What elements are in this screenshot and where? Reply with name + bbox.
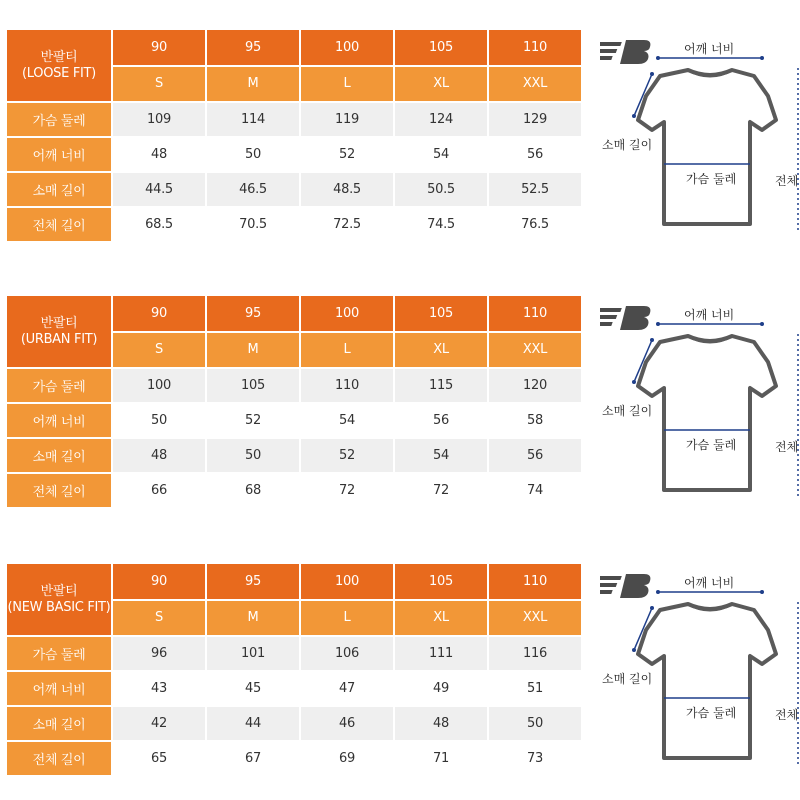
title-line2: (LOOSE FIT)	[22, 65, 96, 81]
chest-label: 가슴 둘레	[686, 438, 737, 452]
table-row	[7, 138, 581, 171]
table-cell: 68.5	[113, 208, 205, 241]
table-cell: 68	[207, 474, 299, 507]
table-row	[7, 474, 581, 507]
size-letter: S	[113, 601, 205, 636]
size-letter: XL	[395, 333, 487, 368]
table-cell: 100	[113, 369, 205, 402]
table-cell: 52	[301, 138, 393, 171]
table-cell: 52	[207, 404, 299, 437]
size-letter: XL	[395, 601, 487, 636]
table-cell: 52	[301, 439, 393, 472]
sleeve-length-label: 소매 길이	[602, 404, 653, 418]
size-letter: S	[113, 333, 205, 368]
chest-label: 가슴 둘레	[686, 706, 737, 720]
table-title	[7, 296, 111, 367]
table-row	[7, 742, 581, 775]
shoulder-width-label: 어깨 너비	[684, 308, 735, 322]
size-letter: XXL	[489, 333, 581, 368]
table-row	[7, 439, 581, 472]
size-number: 90	[113, 30, 205, 65]
table-cell: 51	[489, 672, 581, 705]
size-letter: S	[113, 67, 205, 102]
size-number: 100	[301, 564, 393, 599]
size-letter: L	[301, 333, 393, 368]
table-cell: 116	[489, 637, 581, 670]
table-cell: 48	[113, 439, 205, 472]
table-cell: 72	[301, 474, 393, 507]
table-cell: 48.5	[301, 173, 393, 206]
total-length-label: 전체	[775, 174, 799, 188]
table-cell: 46	[301, 707, 393, 740]
table-cell: 56	[489, 439, 581, 472]
table-cell: 72	[395, 474, 487, 507]
table-cell: 96	[113, 637, 205, 670]
table-cell: 42	[113, 707, 205, 740]
size-number: 95	[207, 564, 299, 599]
size-letter: M	[207, 333, 299, 368]
table-cell: 43	[113, 672, 205, 705]
title-line1: 반팔티	[40, 315, 78, 331]
row-label: 어깨 너비	[7, 404, 111, 437]
table-cell: 109	[113, 103, 205, 136]
table-cell: 50.5	[395, 173, 487, 206]
table-cell: 119	[301, 103, 393, 136]
chest-label: 가슴 둘레	[686, 172, 737, 186]
table-cell: 44.5	[113, 173, 205, 206]
table-cell: 47	[301, 672, 393, 705]
row-label: 가슴 둘레	[7, 637, 111, 670]
table-row	[7, 369, 581, 402]
size-number: 105	[395, 564, 487, 599]
title-line2: (NEW BASIC FIT)	[7, 599, 111, 615]
row-label: 소매 길이	[7, 173, 111, 206]
size-number: 95	[207, 296, 299, 331]
row-label: 전체 길이	[7, 742, 111, 775]
title-line1: 반팔티	[40, 49, 78, 65]
size-letter: XL	[395, 67, 487, 102]
table-cell: 105	[207, 369, 299, 402]
table-cell: 45	[207, 672, 299, 705]
table-cell: 76.5	[489, 208, 581, 241]
sleeve-length-label: 소매 길이	[602, 672, 653, 686]
table-row	[7, 637, 581, 670]
total-length-label: 전체	[775, 708, 799, 722]
table-cell: 74	[489, 474, 581, 507]
table-cell: 101	[207, 637, 299, 670]
total-length-label: 전체	[775, 440, 799, 454]
table-row	[7, 404, 581, 437]
table-row	[7, 103, 581, 136]
new-balance-logo-icon	[600, 570, 652, 602]
table-cell: 120	[489, 369, 581, 402]
size-section-loose	[0, 28, 800, 243]
table-cell: 73	[489, 742, 581, 775]
table-cell: 106	[301, 637, 393, 670]
table-cell: 49	[395, 672, 487, 705]
size-letter: XXL	[489, 601, 581, 636]
row-label: 전체 길이	[7, 474, 111, 507]
row-label: 어깨 너비	[7, 138, 111, 171]
size-section-new-basic	[0, 562, 800, 777]
row-label: 소매 길이	[7, 707, 111, 740]
size-number: 110	[489, 296, 581, 331]
table-cell: 50	[113, 404, 205, 437]
size-letter: XXL	[489, 67, 581, 102]
table-cell: 129	[489, 103, 581, 136]
size-table	[5, 28, 583, 243]
row-label: 소매 길이	[7, 439, 111, 472]
table-cell: 48	[395, 707, 487, 740]
size-table	[5, 294, 583, 509]
table-cell: 54	[395, 138, 487, 171]
table-cell: 65	[113, 742, 205, 775]
tshirt-diagram	[600, 570, 800, 770]
table-cell: 114	[207, 103, 299, 136]
size-letter: M	[207, 67, 299, 102]
size-letter: L	[301, 67, 393, 102]
new-balance-logo-icon	[600, 302, 652, 334]
table-cell: 58	[489, 404, 581, 437]
table-row	[7, 173, 581, 206]
table-title	[7, 564, 111, 635]
table-cell: 56	[489, 138, 581, 171]
table-cell: 46.5	[207, 173, 299, 206]
shoulder-width-label: 어깨 너비	[684, 576, 735, 590]
table-cell: 54	[301, 404, 393, 437]
table-cell: 48	[113, 138, 205, 171]
row-label: 가슴 둘레	[7, 103, 111, 136]
table-cell: 54	[395, 439, 487, 472]
size-number: 110	[489, 30, 581, 65]
size-number: 105	[395, 296, 487, 331]
table-title	[7, 30, 111, 101]
table-cell: 66	[113, 474, 205, 507]
tshirt-diagram	[600, 36, 800, 236]
size-number: 90	[113, 296, 205, 331]
table-cell: 111	[395, 637, 487, 670]
new-balance-logo-icon	[600, 36, 652, 68]
sleeve-length-label: 소매 길이	[602, 138, 653, 152]
table-cell: 72.5	[301, 208, 393, 241]
title-line2: (URBAN FIT)	[20, 331, 98, 347]
table-cell: 115	[395, 369, 487, 402]
size-number: 100	[301, 30, 393, 65]
size-table	[5, 562, 583, 777]
table-cell: 124	[395, 103, 487, 136]
table-row	[7, 707, 581, 740]
size-number: 110	[489, 564, 581, 599]
row-label: 전체 길이	[7, 208, 111, 241]
size-number: 100	[301, 296, 393, 331]
row-label: 어깨 너비	[7, 672, 111, 705]
table-cell: 110	[301, 369, 393, 402]
table-cell: 50	[207, 138, 299, 171]
size-number: 95	[207, 30, 299, 65]
table-cell: 71	[395, 742, 487, 775]
table-cell: 70.5	[207, 208, 299, 241]
size-letter: L	[301, 601, 393, 636]
size-number: 90	[113, 564, 205, 599]
size-letter: M	[207, 601, 299, 636]
table-cell: 69	[301, 742, 393, 775]
table-cell: 44	[207, 707, 299, 740]
size-number: 105	[395, 30, 487, 65]
table-cell: 52.5	[489, 173, 581, 206]
table-row	[7, 208, 581, 241]
shoulder-width-label: 어깨 너비	[684, 42, 735, 56]
tshirt-diagram	[600, 302, 800, 502]
size-section-urban	[0, 294, 800, 509]
title-line1: 반팔티	[40, 583, 78, 599]
table-cell: 50	[207, 439, 299, 472]
table-cell: 50	[489, 707, 581, 740]
table-cell: 67	[207, 742, 299, 775]
table-cell: 74.5	[395, 208, 487, 241]
table-cell: 56	[395, 404, 487, 437]
table-row	[7, 672, 581, 705]
row-label: 가슴 둘레	[7, 369, 111, 402]
